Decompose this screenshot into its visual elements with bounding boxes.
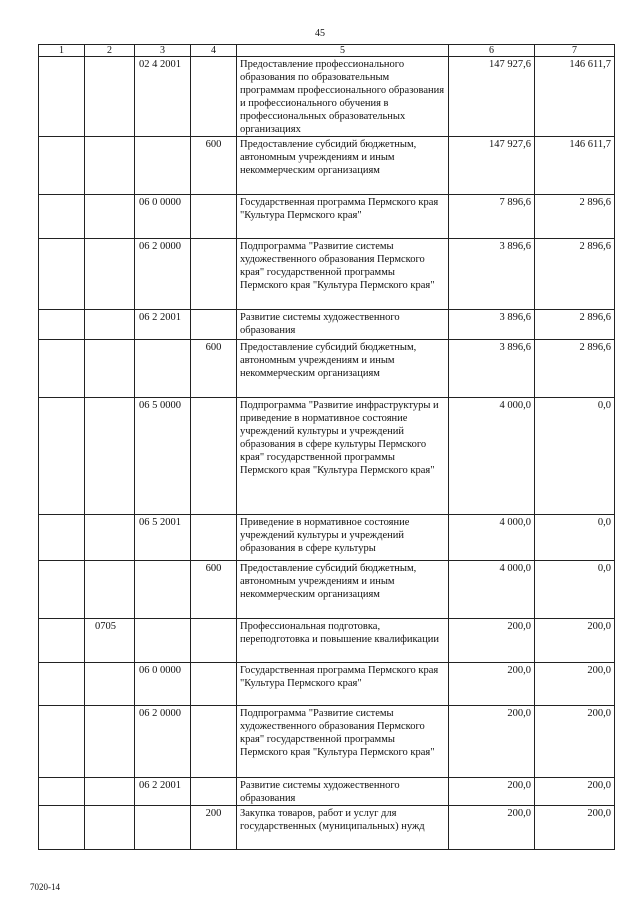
cell-target-code: 06 5 2001 [135,515,191,561]
table-row [39,663,615,706]
cell-amount-2: 2 896,6 [535,195,615,239]
cell-amount-2: 0,0 [535,561,615,619]
cell-amount-2: 146 611,7 [535,57,615,137]
cell-expense-type: 600 [191,561,237,619]
column-header: 7 [535,45,615,57]
cell-description: Приведение в нормативное состояние учреждений культуры и учреждений образования в сфере культуры [237,515,449,561]
cell-expense-type [191,778,237,806]
cell-amount-1: 200,0 [449,806,535,850]
cell-expense-type [191,310,237,340]
cell-amount-1: 7 896,6 [449,195,535,239]
cell-subsection [85,310,135,340]
cell-target-code: 06 5 0000 [135,398,191,515]
cell-amount-2: 200,0 [535,663,615,706]
table-row [39,515,615,561]
cell-section [39,310,85,340]
cell-section [39,137,85,195]
cell-section [39,515,85,561]
cell-amount-2: 2 896,6 [535,340,615,398]
cell-amount-1: 200,0 [449,619,535,663]
cell-description: Развитие системы художественного образования [237,310,449,340]
cell-description: Подпрограмма "Развитие системы художественного образования Пермского края" государственной программы Пермского края "Культура Пермского края" [237,239,449,310]
cell-description: Предоставление профессионального образования по образовательным программам профессионального образования и профессионального обучения в профессиональных образовательных организациях [237,57,449,137]
cell-expense-type [191,239,237,310]
cell-target-code: 06 0 0000 [135,195,191,239]
cell-subsection [85,663,135,706]
cell-target-code [135,619,191,663]
table-row [39,195,615,239]
cell-target-code: 06 2 2001 [135,778,191,806]
cell-description: Предоставление субсидий бюджетным, автономным учреждениям и иным некоммерческим организациям [237,561,449,619]
cell-amount-2: 200,0 [535,706,615,778]
cell-subsection [85,806,135,850]
cell-description: Подпрограмма "Развитие инфраструктуры и приведение в нормативное состояние учреждений культуры и учреждений образования в сфере культуры Пермского края" государственной программы Пермского края "Культура Пермского края" [237,398,449,515]
column-header: 4 [191,45,237,57]
table-row [39,398,615,515]
cell-section [39,57,85,137]
column-header: 3 [135,45,191,57]
table-row [39,806,615,850]
cell-amount-2: 2 896,6 [535,239,615,310]
table-row [39,57,615,137]
cell-expense-type [191,663,237,706]
table-row [39,619,615,663]
cell-section [39,663,85,706]
column-header: 5 [237,45,449,57]
cell-amount-1: 4 000,0 [449,398,535,515]
cell-description: Развитие системы художественного образования [237,778,449,806]
cell-subsection: 0705 [85,619,135,663]
cell-expense-type [191,515,237,561]
table-row [39,340,615,398]
cell-amount-1: 147 927,6 [449,137,535,195]
cell-section [39,398,85,515]
cell-description: Предоставление субсидий бюджетным, автономным учреждениям и иным некоммерческим организациям [237,340,449,398]
column-header: 1 [39,45,85,57]
cell-subsection [85,398,135,515]
cell-description: Подпрограмма "Развитие системы художественного образования Пермского края" государственной программы Пермского края "Культура Пермского края" [237,706,449,778]
cell-section [39,706,85,778]
cell-subsection [85,340,135,398]
cell-section [39,239,85,310]
cell-subsection [85,57,135,137]
cell-subsection [85,561,135,619]
cell-target-code [135,561,191,619]
cell-target-code: 06 2 0000 [135,239,191,310]
cell-amount-1: 3 896,6 [449,239,535,310]
cell-description: Профессиональная подготовка, переподготовка и повышение квалификации [237,619,449,663]
cell-expense-type: 200 [191,806,237,850]
cell-amount-1: 4 000,0 [449,561,535,619]
cell-section [39,806,85,850]
cell-subsection [85,706,135,778]
cell-amount-2: 0,0 [535,398,615,515]
cell-amount-2: 0,0 [535,515,615,561]
cell-expense-type [191,195,237,239]
cell-target-code [135,340,191,398]
table-row [39,561,615,619]
cell-section [39,340,85,398]
cell-section [39,778,85,806]
cell-target-code: 06 0 0000 [135,663,191,706]
cell-amount-1: 200,0 [449,778,535,806]
column-header: 6 [449,45,535,57]
cell-description: Предоставление субсидий бюджетным, автономным учреждениям и иным некоммерческим организациям [237,137,449,195]
cell-target-code: 06 2 0000 [135,706,191,778]
cell-subsection [85,195,135,239]
cell-expense-type [191,706,237,778]
cell-amount-2: 200,0 [535,778,615,806]
cell-section [39,619,85,663]
cell-subsection [85,239,135,310]
cell-amount-1: 4 000,0 [449,515,535,561]
cell-target-code [135,137,191,195]
cell-subsection [85,137,135,195]
cell-amount-2: 146 611,7 [535,137,615,195]
cell-subsection [85,778,135,806]
cell-section [39,195,85,239]
cell-amount-1: 200,0 [449,706,535,778]
cell-amount-1: 147 927,6 [449,57,535,137]
cell-target-code: 06 2 2001 [135,310,191,340]
cell-expense-type: 600 [191,340,237,398]
cell-amount-1: 3 896,6 [449,310,535,340]
document-code: 7020-14 [30,882,60,892]
cell-amount-1: 3 896,6 [449,340,535,398]
cell-description: Государственная программа Пермского края "Культура Пермского края" [237,195,449,239]
cell-target-code: 02 4 2001 [135,57,191,137]
page-number: 45 [315,28,325,39]
cell-subsection [85,515,135,561]
cell-description: Закупка товаров, работ и услуг для государственных (муниципальных) нужд [237,806,449,850]
cell-target-code [135,806,191,850]
cell-section [39,561,85,619]
cell-amount-2: 200,0 [535,619,615,663]
budget-table [38,44,615,850]
table-row [39,778,615,806]
cell-amount-2: 200,0 [535,806,615,850]
column-header: 2 [85,45,135,57]
table-row [39,706,615,778]
cell-expense-type [191,619,237,663]
cell-description: Государственная программа Пермского края "Культура Пермского края" [237,663,449,706]
cell-expense-type [191,398,237,515]
cell-amount-2: 2 896,6 [535,310,615,340]
cell-expense-type [191,57,237,137]
table-row [39,137,615,195]
cell-amount-1: 200,0 [449,663,535,706]
table-row [39,239,615,310]
column-header-row [39,45,615,57]
table-row [39,310,615,340]
cell-expense-type: 600 [191,137,237,195]
